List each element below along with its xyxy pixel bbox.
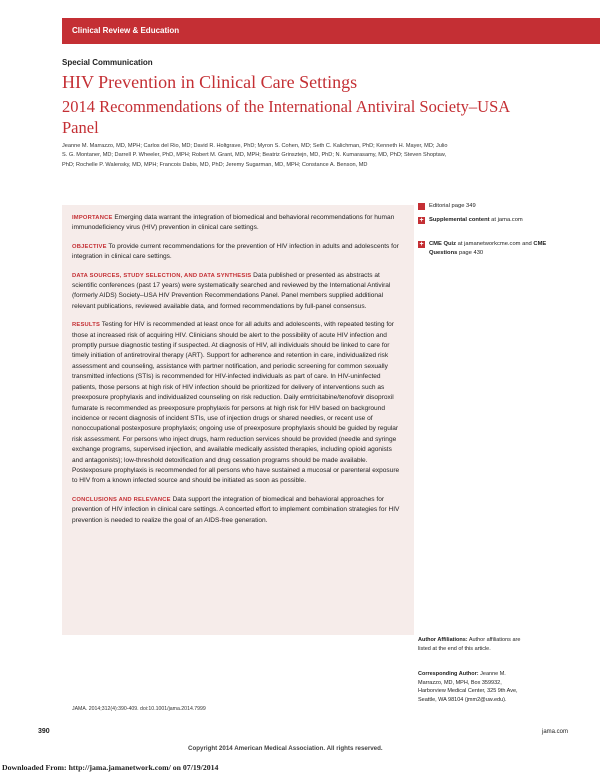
affiliations-text: Author affiliations are listed at the end of this article. bbox=[418, 637, 521, 652]
article-type: Special Communication bbox=[62, 58, 153, 67]
site-url[interactable]: jama.com bbox=[541, 729, 568, 735]
article-title: HIV Prevention in Clinical Care Settings bbox=[62, 72, 358, 92]
editorial-link[interactable] bbox=[418, 202, 558, 211]
data-sources-text: Data published or presented as abstracts at scientific conferences (past 17 years) were systematically searched and reviewed by the International Antiviral (formerly AIDS) Society–USA HIV Prevention Recommendations Panel. Panel members supplied additional relevant publications, reviewed available data, and formed recommendations by full-panel consensus. bbox=[72, 271, 391, 310]
abstract-importance bbox=[72, 213, 404, 234]
download-footer: Downloaded From: http://jama.jamanetwork.com/ on 07/19/2014 bbox=[2, 763, 219, 772]
author-affiliations bbox=[418, 636, 530, 653]
supplemental-link[interactable] bbox=[418, 216, 558, 225]
page-number: 390 bbox=[38, 728, 50, 735]
cme-questions-label: CME Questions bbox=[429, 241, 547, 256]
citation: JAMA. 2014;312(4):390-409. doi:10.1001/jama.2014.7999 bbox=[72, 706, 206, 712]
supplemental-label: Supplemental content bbox=[429, 217, 490, 223]
results-label: RESULTS bbox=[72, 322, 101, 329]
cme-label: CME Quiz bbox=[429, 241, 457, 247]
affiliations-label: Author Affiliations: bbox=[418, 637, 468, 643]
editorial-text: Editorial page 349 bbox=[429, 203, 476, 209]
objective-label: OBJECTIVE bbox=[72, 243, 107, 250]
supplemental-text bbox=[429, 216, 558, 225]
results-text: Testing for HIV is recommended at least once for all adults and adolescents, with repeated testing for those at increased risk of acquiring HIV. Clinicians should be alert to the possibility of acute HIV infection and promptly pursue diagnostic testing if suspected. At diagnosis of HIV, all individuals should be linked to care for timely initiation of antiretroviral therapy (ART). Support for adherence and retention in care, individualized risk assessment and counseling, assistance with partner notification, and periodic screening for common sexually transmitted infections (STIs) is recommended for HIV-infected individuals as part of care. In HIV-uninfected patients, those persons at high risk of HIV infection should be prioritized for delivery of interventions such as preexposure prophylaxis and individualized counseling on risk reduction. Daily emtricitabine/tenofovir disoproxil fumarate is recommended as preexposure prophylaxis for persons at high risk for HIV based on background incidence or recent diagnosis of incident STIs, use of injection drugs or shared needles, or recent use of nonoccupational postexposure prophylaxis; ongoing use of preexposure prophylaxis should be guided by regular risk assessment. For persons who inject drugs, harm reduction services should be provided (needle and syringe exchange programs, supervised injection, and available medically assisted therapies, including opioid agonists and antagonists); low-threshold detoxification and drug cessation programs should be made available. Postexposure prophylaxis is recommended for all persons who have sustained a mucosal or parenteral exposure to HIV from a known infected source and should be initiated as soon as possible. bbox=[72, 321, 400, 485]
cme-questions-rest: page 430 bbox=[457, 249, 484, 256]
article-subtitle: 2014 Recommendations of the International Antiviral Society–USA Panel bbox=[62, 97, 510, 137]
cme-rest: at jamanetworkcme.com and bbox=[456, 241, 534, 247]
cme-text bbox=[429, 240, 558, 258]
author-list: Jeanne M. Marrazzo, MD, MPH; Carlos del Rio, MD; David R. Holtgrave, PhD; Myron S. Cohen, MD; Seth C. Kalichman, PhD; Kenneth H. Mayer, MD; Julio S. G. Montaner, MD; Darrell P. Wheeler, PhD, MPH; Robert M. Grant, MD, MPH; Beatriz Grinsztejn, MD, PhD; N. Kumarasamy, MD, PhD; Steven Shoptaw, PhD; Rochelle P. Walensky, MD, MPH; Francois Dabis, MD, PhD; Jeremy Sugarman, MD, MPH; Constance A. Benson, MD bbox=[62, 143, 448, 168]
cme-link[interactable] bbox=[418, 240, 558, 258]
objective-text: To provide current recommendations for the prevention of HIV infection in adults and adolescents for integration in clinical care settings. bbox=[72, 242, 399, 261]
copyright: Copyright 2014 American Medical Association. All rights reserved. bbox=[188, 745, 383, 752]
plus-icon: + bbox=[419, 217, 424, 224]
abstract-data-sources bbox=[72, 271, 404, 313]
corresponding-text: Jeanne M. Marrazzo, MD, MPH, Box 359932, Harborview Medical Center, 325 9th Ave, Seattle, WA 98104 (jmm2@uw.edu). bbox=[418, 671, 518, 703]
importance-label: IMPORTANCE bbox=[72, 215, 113, 221]
conclusions-text: Data support the integration of biomedical and behavioral approaches for prevention of HIV infection in clinical care settings. A concerted effort to implement combination strategies for HIV prevention is needed to realize the goal of an AIDS-free generation. bbox=[72, 495, 400, 524]
plus-icon: + bbox=[419, 241, 424, 248]
abstract-objective bbox=[72, 242, 404, 263]
abstract-conclusions bbox=[72, 495, 404, 526]
section-banner: Clinical Review & Education bbox=[62, 18, 600, 44]
conclusions-label: CONCLUSIONS AND RELEVANCE bbox=[72, 496, 171, 503]
abstract-results bbox=[72, 320, 404, 487]
corresponding-label: Corresponding Author: bbox=[418, 671, 479, 677]
corresponding-author bbox=[418, 670, 530, 704]
red-square-icon bbox=[418, 203, 425, 210]
data-sources-label: DATA SOURCES, STUDY SELECTION, AND DATA SYNTHESIS bbox=[72, 272, 252, 279]
abstract-box bbox=[62, 205, 414, 635]
importance-text: Emerging data warrant the integration of biomedical and behavioral recommendations for human immunodeficiency virus (HIV) prevention in clinical care settings. bbox=[72, 214, 395, 232]
supplemental-rest: at jama.com bbox=[489, 217, 523, 223]
